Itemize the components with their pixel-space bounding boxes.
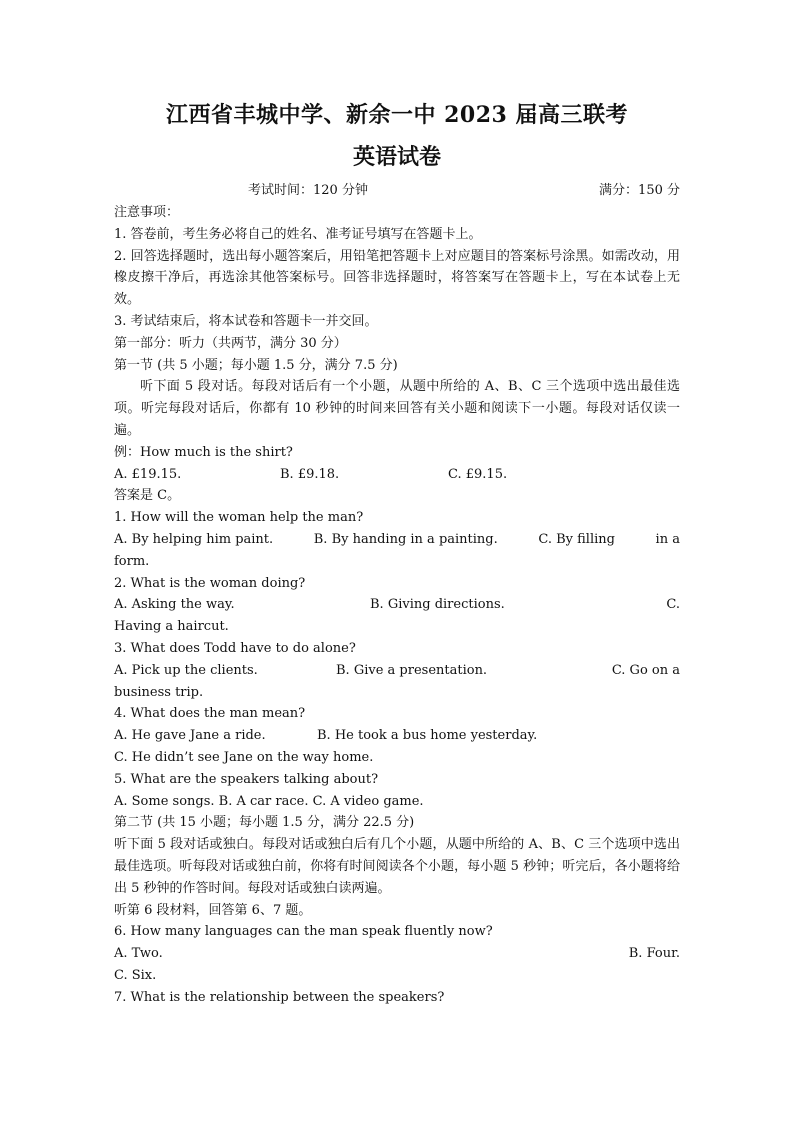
- example-question: 例：How much is the shirt?: [114, 444, 293, 460]
- option-a: A. Asking the way.: [114, 597, 235, 613]
- section1-instructions: 听下面 5 段对话。每段对话后有一个小题，从题中所给的 A、B、C 三个选项中选出最佳选项。听完每段对话后，你都有 10 秒钟的时间来回答有关小题和阅读下一小题。每段对话仅读一遍。: [114, 379, 680, 438]
- section1-heading: 第一节 (共 5 小题；每小题 1.5 分，满分 7.5 分): [114, 357, 398, 373]
- exam-title: 江西省丰城中学、新余一中 2023 届高三联考: [165, 102, 629, 128]
- question-stem: 2. What is the woman doing?: [114, 575, 306, 591]
- option-c-wrap: business trip.: [114, 684, 204, 700]
- option-b: B. He took a bus home yesterday.: [317, 728, 538, 744]
- section2-heading: 第二节 (共 15 小题；每小题 1.5 分，满分 22.5 分): [114, 815, 415, 831]
- option-c: C.: [666, 597, 680, 613]
- option-b: B. By handing in a painting.: [313, 531, 498, 547]
- exam-subtitle: 英语试卷: [352, 144, 441, 170]
- question-options: [114, 660, 680, 682]
- part1-heading: 第一部分：听力（共两节，满分 30 分）: [114, 335, 347, 351]
- notice-item: 2. 回答选择题时，选出每小题答案后，用铅笔把答题卡上对应题目的答案标号涂黑。如需改动，用橡皮擦干净后，再选涂其他答案标号。回答非选择题时，将答案写在答题卡上，写在本试卷上无效。: [114, 248, 680, 308]
- option-c: C. Go on a: [611, 662, 680, 678]
- exam-time: 考试时间：120 分钟: [248, 183, 368, 198]
- option-b: B. Four.: [628, 946, 680, 962]
- material-note: 听第 6 段材料，回答第 6、7 题。: [114, 902, 312, 918]
- question-stem: 7. What is the relationship between the speakers?: [114, 989, 445, 1005]
- option-b: B. Giving directions.: [370, 597, 505, 613]
- option-a: A. Pick up the clients.: [114, 662, 258, 678]
- exam-content: [114, 100, 680, 1008]
- question-stem: 4. What does the man mean?: [114, 706, 306, 722]
- option-c-wrap: Having a haircut.: [114, 619, 229, 635]
- option-a: A. He gave Jane a ride.: [114, 728, 266, 744]
- question-stem: 6. How many languages can the man speak fluently now?: [114, 924, 493, 940]
- option-a: A. Two.: [114, 946, 163, 962]
- question-stem: 5. What are the speakers talking about?: [114, 771, 379, 787]
- option-b: B. Give a presentation.: [336, 662, 488, 678]
- option-a: A. £19.15.: [114, 466, 182, 482]
- option-c-tail: in a: [655, 531, 680, 547]
- option-b: B. £9.18.: [280, 466, 340, 482]
- option-c: C. He didn’t see Jane on the way home.: [114, 749, 374, 765]
- option-c: C. £9.15.: [448, 466, 508, 482]
- notice-item: 3. 考试结束后，将本试卷和答题卡一并交回。: [114, 313, 378, 329]
- example-answer: 答案是 C。: [114, 488, 181, 504]
- notice-item: 1. 答卷前，考生务必将自己的姓名、准考证号填写在答题卡上。: [114, 226, 482, 242]
- question-options: [114, 594, 680, 616]
- example-options: [114, 464, 680, 486]
- section2-instructions: 听下面 5 段对话或独白。每段对话或独白后有几个小题，从题中所给的 A、B、C 三个选项中选出最佳选项。听每段对话或独白前，你将有时间阅读各个小题，每小题 5 秒钟；听完后，各小题将给出 5 秒钟的作答时间。每段对话或独白读两遍。: [114, 837, 680, 896]
- question-stem: 3. What does Todd have to do alone?: [114, 640, 356, 656]
- option-c: C. By filling: [538, 531, 615, 547]
- option-a: A. By helping him paint.: [114, 531, 274, 547]
- notice-heading: 注意事项：: [114, 205, 180, 220]
- question-options: [114, 529, 680, 551]
- exam-meta: [114, 180, 680, 202]
- question-options: A. Some songs. B. A car race. C. A video game.: [114, 793, 424, 809]
- question-stem: 1. How will the woman help the man?: [114, 510, 364, 526]
- option-c: C. Six.: [114, 967, 157, 983]
- exam-score: 满分：150 分: [599, 183, 680, 198]
- question-options: [114, 943, 680, 965]
- question-options: [114, 725, 680, 747]
- option-c-wrap: form.: [114, 553, 150, 569]
